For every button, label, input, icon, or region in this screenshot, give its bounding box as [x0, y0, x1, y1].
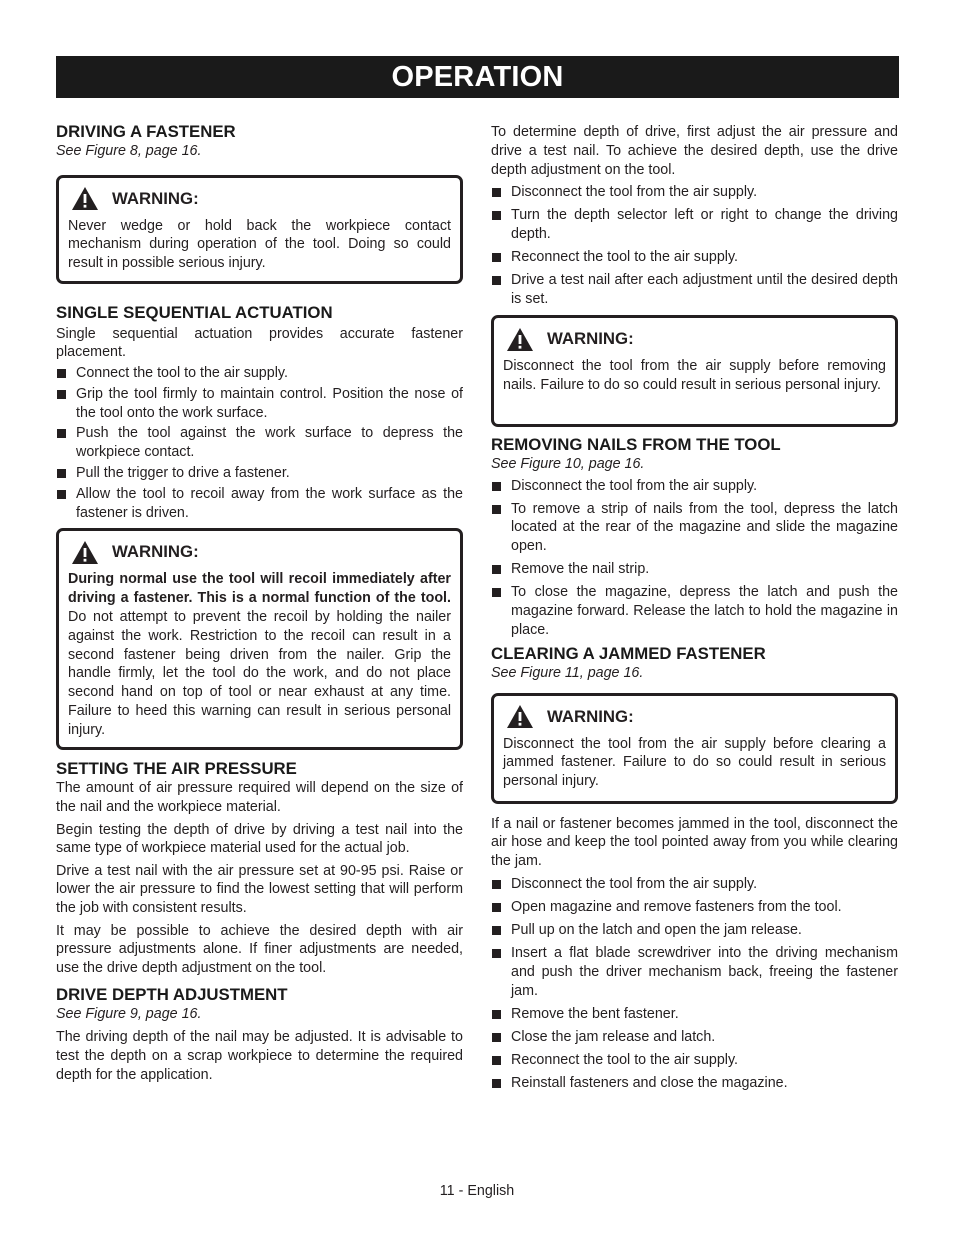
warning-box-jammed — [491, 693, 898, 804]
bullet-square-icon — [492, 276, 501, 285]
list-item — [491, 944, 898, 1000]
jammed-bullets — [491, 875, 898, 1093]
warning-text: Disconnect the tool from the air supply before clearing a jammed fastener. Failure to do so could result in serious personal injury. — [503, 735, 886, 790]
list-item-text: Pull the trigger to drive a fastener. — [76, 465, 290, 482]
warning-bold-text: During normal use the tool will recoil immediately after driving a fastener. This is a normal function of the tool. — [68, 571, 451, 607]
warning-triangle-icon — [506, 327, 534, 352]
warning-box-recoil — [56, 528, 463, 750]
list-item-text: Push the tool against the work surface to depress the workpiece contact. — [76, 425, 463, 461]
list-item — [491, 477, 898, 496]
air-pressure-paragraph: Drive a test nail with the air pressure set at 90-95 psi. Raise or lower the air pressure to find the lowest setting that will perform the job with consistent results. — [56, 862, 463, 917]
list-item-text: Drive a test nail after each adjustment until the desired depth is set. — [511, 272, 898, 308]
list-item — [491, 500, 898, 556]
depth-intro: To determine depth of drive, first adjust the air pressure and drive a test nail. To achieve the desired depth, use the drive depth adjustment on the tool. — [491, 124, 898, 178]
list-item-text: Pull up on the latch and open the jam release. — [511, 922, 802, 939]
sequential-heading: SINGLE SEQUENTIAL ACTUATION — [56, 302, 333, 322]
bullet-square-icon — [57, 390, 66, 399]
list-item-text: Open magazine and remove fasteners from the tool. — [511, 899, 842, 916]
removing-figure-ref: See Figure 10, page 16. — [491, 456, 645, 473]
left-column — [56, 122, 463, 1085]
air-pressure-paragraph: The amount of air pressure required will depend on the size of the nail and the workpiece material. — [56, 780, 463, 816]
list-item — [491, 583, 898, 639]
jammed-figure-ref: See Figure 11, page 16. — [491, 665, 644, 682]
list-item-text: Insert a flat blade screwdriver into the driving mechanism and push the driver mechanism back, freeing the fastener jam. — [511, 945, 898, 999]
bullet-square-icon — [492, 1079, 501, 1088]
bullet-square-icon — [492, 565, 501, 574]
list-item — [56, 424, 463, 462]
bullet-square-icon — [492, 253, 501, 262]
warning-rest-text: Do not attempt to prevent the recoil by holding the nailer against the work. Restriction to the recoil can result in a second fastener being driven from the nailer. Grip the handle firmly, let the tool do the work, and do not place second hand on top of tool or near exhaust at any time. Failure to heed this warning can result in serious personal injury. — [68, 609, 451, 738]
warning-text: Never wedge or hold back the workpiece contact mechanism during operation of the tool. Doing so could result in possible serious injury. — [68, 217, 451, 272]
list-item — [491, 898, 898, 917]
list-item-text: Reinstall fasteners and close the magazine. — [511, 1075, 788, 1092]
list-item-text: Remove the bent fastener. — [511, 1005, 679, 1022]
depth-figure-ref: See Figure 9, page 16. — [56, 1005, 202, 1022]
bullet-square-icon — [57, 429, 66, 438]
warning-triangle-icon — [71, 540, 99, 565]
bullet-square-icon — [492, 880, 501, 889]
warning-header — [503, 326, 886, 352]
warning-label: WARNING: — [547, 706, 634, 726]
depth-paragraph: The driving depth of the nail may be adjusted. It is advisable to test the depth on a scrap workpiece to determine the required depth for the application. — [56, 1029, 463, 1084]
bullet-square-icon — [492, 1033, 501, 1042]
bullet-square-icon — [57, 469, 66, 478]
air-pressure-paragraph: Begin testing the depth of drive by driving a test nail into the same type of workpiece material used for the actual job. — [56, 821, 463, 857]
list-item — [491, 1074, 898, 1093]
list-item — [491, 271, 898, 309]
page-footer: 11 - English — [439, 1183, 515, 1199]
list-item — [491, 921, 898, 940]
driving-heading: DRIVING A FASTENER — [56, 122, 236, 141]
bullet-square-icon — [492, 482, 501, 491]
bullet-square-icon — [492, 588, 501, 597]
warning-text — [68, 570, 451, 739]
page-title: OPERATION — [56, 56, 899, 98]
removing-section — [491, 435, 898, 640]
list-item — [491, 560, 898, 579]
removing-bullets — [491, 477, 898, 640]
list-item-text: Connect the tool to the air supply. — [76, 365, 288, 382]
list-item-text: Disconnect the tool from the air supply. — [511, 184, 758, 201]
list-item — [491, 1005, 898, 1024]
list-item-text: Allow the tool to recoil away from the work surface as the fastener is driven. — [76, 485, 463, 521]
jammed-heading: CLEARING A JAMMED FASTENER — [491, 644, 766, 664]
list-item — [491, 183, 898, 202]
list-item-text: Grip the tool firmly to maintain control. Position the nose of the tool onto the work surface. — [76, 385, 463, 421]
jammed-intro: If a nail or fastener becomes jammed in the tool, disconnect the air hose and keep the tool pointed away from you while clearing the jam. — [491, 815, 898, 870]
list-item-text: To close the magazine, depress the latch and push the magazine forward. Release the latch to hold the magazine in place. — [511, 584, 898, 639]
warning-box-removing — [491, 315, 898, 427]
list-item — [56, 385, 463, 423]
list-item — [491, 248, 898, 267]
list-item — [491, 1051, 898, 1070]
list-item — [56, 485, 463, 523]
list-item-text: Reconnect the tool to the air supply. — [511, 249, 739, 266]
list-item-text: Disconnect the tool from the air supply. — [511, 477, 758, 494]
warning-header — [68, 539, 451, 565]
sequential-bullets — [56, 364, 463, 522]
warning-header — [68, 186, 451, 212]
bullet-square-icon — [492, 926, 501, 935]
warning-label: WARNING: — [112, 188, 199, 208]
bullet-square-icon — [57, 490, 66, 499]
bullet-square-icon — [492, 1010, 501, 1019]
warning-header — [503, 704, 886, 730]
list-item-text: To remove a strip of nails from the tool, depress the latch located at the rear of the magazine and slide the magazine open. — [511, 500, 898, 555]
list-item — [56, 464, 463, 483]
list-item — [491, 1028, 898, 1047]
air-pressure-heading: SETTING THE AIR PRESSURE — [56, 759, 297, 779]
list-item-text: Close the jam release and latch. — [511, 1029, 716, 1046]
depth-bullets — [491, 183, 898, 309]
bullet-square-icon — [492, 188, 501, 197]
bullet-square-icon — [492, 505, 501, 514]
list-item — [491, 206, 898, 244]
removing-heading: REMOVING NAILS FROM THE TOOL — [491, 435, 781, 455]
depth-section — [56, 985, 463, 1085]
depth-heading: DRIVE DEPTH ADJUSTMENT — [56, 984, 288, 1004]
list-item — [56, 364, 463, 383]
sequential-intro: Single sequential actuation provides accurate fastener placement. — [56, 325, 463, 361]
air-pressure-paragraph: It may be possible to achieve the desired depth with air pressure adjustments alone. If finer adjustments are needed, use the drive depth adjustment on the tool. — [56, 922, 463, 977]
sequential-section — [56, 303, 463, 751]
bullet-square-icon — [492, 1056, 501, 1065]
air-pressure-section — [56, 759, 463, 977]
bullet-square-icon — [57, 369, 66, 378]
warning-box-driving — [56, 175, 463, 284]
warning-label: WARNING: — [547, 329, 634, 349]
driving-section — [56, 122, 463, 284]
bullet-square-icon — [492, 949, 501, 958]
jammed-section — [491, 644, 898, 1093]
list-item-text: Disconnect the tool from the air supply. — [511, 876, 758, 893]
list-item-text: Reconnect the tool to the air supply. — [511, 1052, 739, 1069]
driving-figure-ref: See Figure 8, page 16. — [56, 143, 202, 159]
bullet-square-icon — [492, 903, 501, 912]
list-item-text: Turn the depth selector left or right to change the driving depth. — [511, 207, 898, 243]
right-column — [491, 123, 898, 1097]
warning-triangle-icon — [506, 704, 534, 729]
bullet-square-icon — [492, 211, 501, 220]
list-item — [491, 875, 898, 894]
warning-label: WARNING: — [112, 542, 199, 562]
list-item-text: Remove the nail strip. — [511, 561, 650, 578]
warning-text: Disconnect the tool from the air supply before removing nails. Failure to do so could result in serious personal injury. — [503, 358, 886, 393]
warning-triangle-icon — [71, 186, 99, 211]
